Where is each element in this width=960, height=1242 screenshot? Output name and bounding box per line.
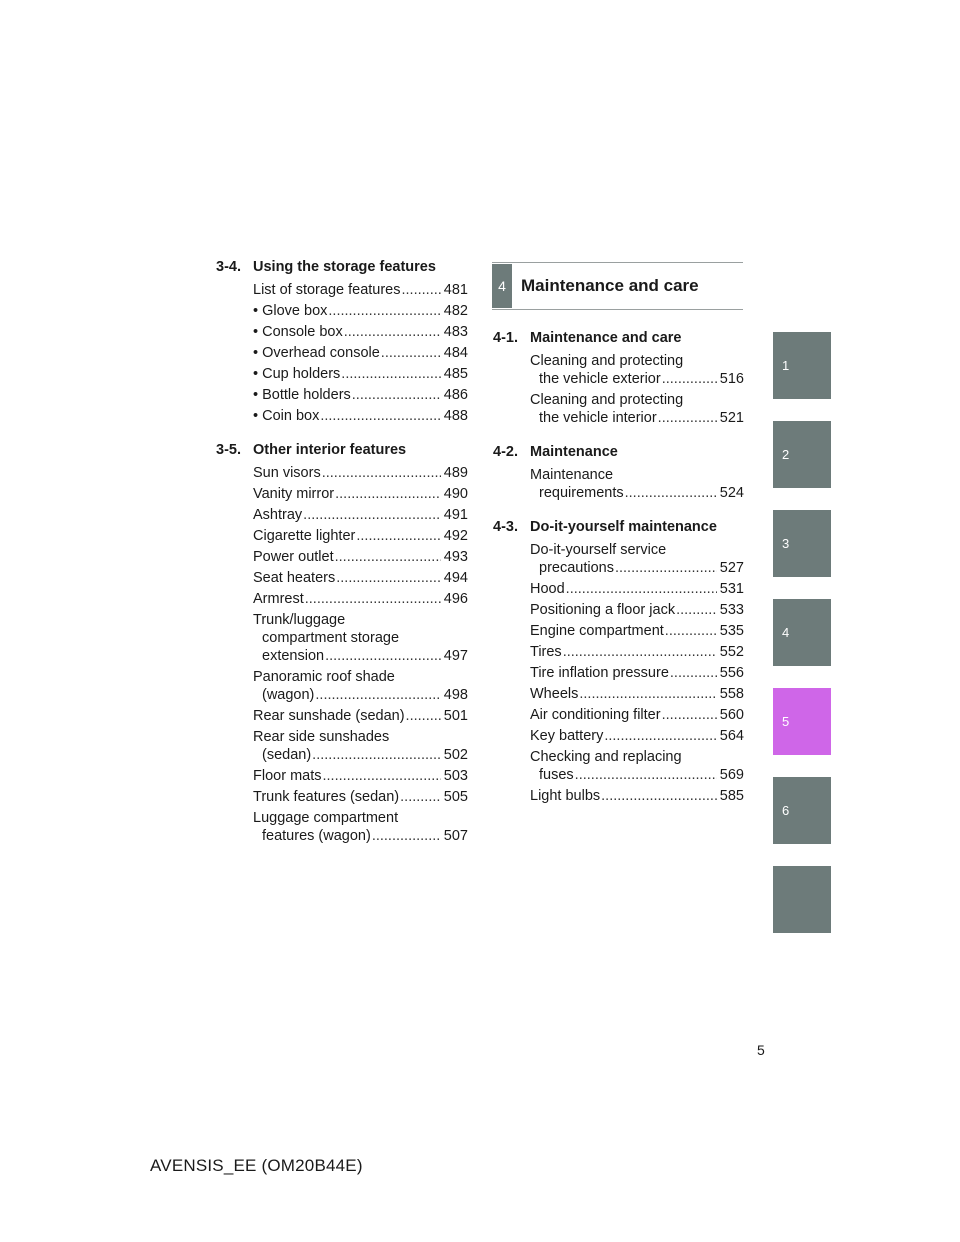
entry-title-line: Trunk/luggage [253,612,346,628]
entry-page-number: 489 [443,465,468,481]
entry-page-number: 564 [719,728,744,744]
entry-page-number: 491 [443,507,468,523]
entry-title-line: (wagon) [262,687,315,703]
toc-entry[interactable] [216,728,468,764]
entry-title-line: Seat heaters [253,570,336,586]
entry-page-number: 488 [443,408,468,424]
entry-title-line: • Glove box [253,303,328,319]
toc-right-column [493,329,744,821]
toc-entry[interactable] [216,668,468,704]
entry-page-number: 498 [443,687,468,703]
section-title: Other interior features [253,442,407,458]
entry-page-number: 485 [443,366,468,382]
toc-entry[interactable] [216,464,468,482]
toc-entry[interactable] [493,664,744,682]
entry-leader-line [253,686,468,704]
toc-entry[interactable] [493,601,744,619]
dot-leader [305,590,441,608]
section-number: 3-5. [216,442,241,458]
toc-entry[interactable] [493,391,744,427]
entry-page-number: 524 [719,485,744,501]
entry-title-line: Vanity mirror [253,486,335,502]
toc-entry[interactable] [216,323,468,341]
entry-page-number: 535 [719,623,744,639]
entry-leader-line [253,707,468,725]
entry-title-line: compartment storage [262,630,400,646]
dot-leader [315,686,440,704]
section-number: 4-1. [493,330,518,346]
entry-page-number: 501 [443,708,468,724]
toc-entry[interactable] [216,386,468,404]
dot-leader [406,707,441,725]
section-heading [493,443,744,461]
entry-page-number: 503 [443,768,468,784]
dot-leader [676,601,717,619]
toc-entry[interactable] [493,748,744,784]
entry-leader-line [530,370,744,388]
section-title: Maintenance [530,444,618,460]
dot-leader [381,344,441,362]
entry-leader-line [530,484,744,502]
entry-title-line: Sun visors [253,465,321,481]
section-title: Do-it-yourself maintenance [530,519,717,535]
toc-left-column [216,258,468,861]
entry-title-line: Tire inflation pressure [530,665,669,681]
entry-title-line: Checking and replacing [530,749,682,765]
chapter-tab-3[interactable]: 3 [773,510,831,577]
entry-title-line: Armrest [253,591,304,607]
toc-entry[interactable] [216,281,468,299]
dot-leader [341,365,441,383]
entry-title-line: • Overhead console [253,345,380,361]
dot-leader [356,527,440,545]
dot-leader [335,548,441,566]
entry-page-number: 482 [443,303,468,319]
toc-entry[interactable] [216,788,468,806]
entry-title-line: Rear side sunshades [253,729,390,745]
dot-leader [344,323,441,341]
entry-leader-line [530,580,744,598]
section-heading [216,258,468,276]
entry-page-number: 486 [443,387,468,403]
entry-page-number: 516 [719,371,744,387]
toc-entry[interactable] [493,706,744,724]
toc-entry[interactable] [216,407,468,425]
dot-leader [665,622,717,640]
toc-entry[interactable] [493,685,744,703]
entry-page-number: 496 [443,591,468,607]
toc-entry[interactable] [216,611,468,665]
entry-page-number: 585 [719,788,744,804]
entry-title-line: • Coin box [253,408,320,424]
entry-page-number: 502 [443,747,468,763]
entry-leader-line [253,344,468,362]
page-number: 5 [757,1042,765,1058]
entry-title-line: Trunk features (sedan) [253,789,400,805]
entry-title-line: the vehicle exterior [539,371,661,387]
entry-page-number: 505 [443,789,468,805]
toc-entry[interactable] [493,466,744,502]
toc-entry[interactable] [216,767,468,785]
section-title: Using the storage features [253,259,436,275]
entry-page-number: 497 [443,648,468,664]
entry-page-number: 527 [719,560,744,576]
entry-page-number: 490 [443,486,468,502]
entry-leader-line [253,323,468,341]
entry-leader-line [253,386,468,404]
entry-title-line: features (wagon) [262,828,371,844]
entry-title-line: Floor mats [253,768,322,784]
section-heading [216,441,468,459]
entry-leader-line [530,664,744,682]
toc-entry[interactable] [493,727,744,745]
entry-leader-line [253,506,468,524]
chapter-tab-2[interactable]: 2 [773,421,831,488]
entry-leader-line [253,767,468,785]
dot-leader [303,506,441,524]
entry-title-line: Light bulbs [530,788,601,804]
entry-leader-line [253,527,468,545]
toc-section [216,258,468,425]
entry-title-line: precautions [539,560,614,576]
section-heading [493,329,744,347]
entry-leader-line [530,601,744,619]
dot-leader [400,788,441,806]
entry-leader-line [253,647,468,665]
toc-section [216,441,468,845]
entry-title-line: (sedan) [262,747,312,763]
entry-leader-line [253,590,468,608]
entry-title-line: Wheels [530,686,579,702]
chapter-tab-1[interactable]: 1 [773,332,831,399]
dot-leader [662,706,717,724]
entry-title-line: Air conditioning filter [530,707,661,723]
toc-entry[interactable] [216,590,468,608]
entry-title-line: Panoramic roof shade [253,669,395,685]
entry-page-number: 492 [443,528,468,544]
entry-page-number: 531 [719,581,744,597]
entry-leader-line [253,788,468,806]
entry-page-number: 483 [443,324,468,340]
dot-leader [579,685,716,703]
entry-leader-line [530,643,744,661]
dot-leader [328,302,440,320]
entry-page-number: 484 [443,345,468,361]
entry-leader-line [253,281,468,299]
entry-leader-line [530,727,744,745]
toc-entry[interactable] [216,506,468,524]
entry-page-number: 560 [719,707,744,723]
dot-leader [566,580,717,598]
entry-leader-line [253,548,468,566]
entry-page-number: 494 [443,570,468,586]
dot-leader [325,647,441,665]
entry-title-line: Ashtray [253,507,303,523]
entry-title-line: Maintenance [530,467,614,483]
chapter-number: 4 [492,264,512,308]
dot-leader [563,643,717,661]
entry-leader-line [530,787,744,805]
entry-title-line: Cigarette lighter [253,528,356,544]
toc-entry[interactable] [216,302,468,320]
toc-entry[interactable] [216,485,468,503]
chapter-tab-4[interactable]: 4 [773,599,831,666]
toc-entry[interactable] [493,352,744,388]
footer-model-code: AVENSIS_EE (OM20B44E) [150,1156,363,1175]
dot-leader [335,485,441,503]
entry-leader-line [530,706,744,724]
toc-entry[interactable] [493,787,744,805]
entry-page-number: 533 [719,602,744,618]
toc-entry[interactable] [216,569,468,587]
section-heading [493,518,744,536]
dot-leader [402,281,441,299]
chapter-tab-index[interactable] [773,866,831,933]
toc-section [493,518,744,805]
entry-leader-line [253,485,468,503]
entry-title-line: the vehicle interior [539,410,657,426]
entry-title-line: Positioning a floor jack [530,602,676,618]
entry-title-line: Rear sunshade (sedan) [253,708,405,724]
chapter-tab-5[interactable]: 5 [773,688,831,755]
entry-title-line: • Cup holders [253,366,341,382]
entry-page-number: 556 [719,665,744,681]
entry-leader-line [253,302,468,320]
entry-leader-line [253,827,468,845]
dot-leader [372,827,441,845]
dot-leader [604,727,716,745]
entry-leader-line [253,464,468,482]
dot-leader [575,766,717,784]
entry-title-line: Hood [530,581,565,597]
entry-title-line: extension [262,648,325,664]
entry-leader-line [530,409,744,427]
dot-leader [615,559,717,577]
dot-leader [670,664,717,682]
entry-page-number: 521 [719,410,744,426]
toc-entry[interactable] [216,527,468,545]
entry-page-number: 481 [443,282,468,298]
toc-entry[interactable] [216,548,468,566]
dot-leader [601,787,717,805]
entry-leader-line [530,685,744,703]
entry-leader-line [530,622,744,640]
entry-page-number: 569 [719,767,744,783]
entry-title-line: • Console box [253,324,343,340]
entry-title-line: Key battery [530,728,604,744]
entry-page-number: 493 [443,549,468,565]
entry-leader-line [253,746,468,764]
toc-entry[interactable] [216,344,468,362]
section-number: 3-4. [216,259,241,275]
entry-leader-line [253,407,468,425]
entry-title-line: Tires [530,644,562,660]
toc-entry[interactable] [216,365,468,383]
section-number: 4-2. [493,444,518,460]
entry-title-line: Cleaning and protecting [530,392,684,408]
dot-leader [625,484,717,502]
toc-entry[interactable] [493,541,744,577]
entry-title-line: requirements [539,485,624,501]
entry-page-number: 507 [443,828,468,844]
entry-title-line: Luggage compartment [253,810,399,826]
dot-leader [312,746,441,764]
entry-title-line: Cleaning and protecting [530,353,684,369]
dot-leader [658,409,717,427]
section-number: 4-3. [493,519,518,535]
entry-title-line: • Bottle holders [253,387,351,403]
entry-title-line: Engine compartment [530,623,664,639]
toc-section [493,443,744,502]
entry-page-number: 552 [719,644,744,660]
dot-leader [336,569,441,587]
chapter-title: Maintenance and care [521,276,699,295]
entry-title-line: fuses [539,767,574,783]
entry-page-number: 558 [719,686,744,702]
entry-title-line: Power outlet [253,549,334,565]
entry-leader-line [530,766,744,784]
toc-entry[interactable] [493,622,744,640]
chapter-header [492,262,743,310]
entry-leader-line [253,569,468,587]
dot-leader [322,464,441,482]
toc-section [493,329,744,427]
toc-entry[interactable] [216,809,468,845]
dot-leader [352,386,441,404]
dot-leader [320,407,440,425]
toc-entry[interactable] [493,643,744,661]
toc-entry[interactable] [216,707,468,725]
dot-leader [662,370,717,388]
chapter-tabs [773,332,831,955]
toc-entry[interactable] [493,580,744,598]
entry-title-line: List of storage features [253,282,401,298]
chapter-tab-6[interactable]: 6 [773,777,831,844]
section-title: Maintenance and care [530,330,682,346]
entry-leader-line [530,559,744,577]
entry-leader-line [253,365,468,383]
dot-leader [323,767,441,785]
entry-title-line: Do-it-yourself service [530,542,667,558]
